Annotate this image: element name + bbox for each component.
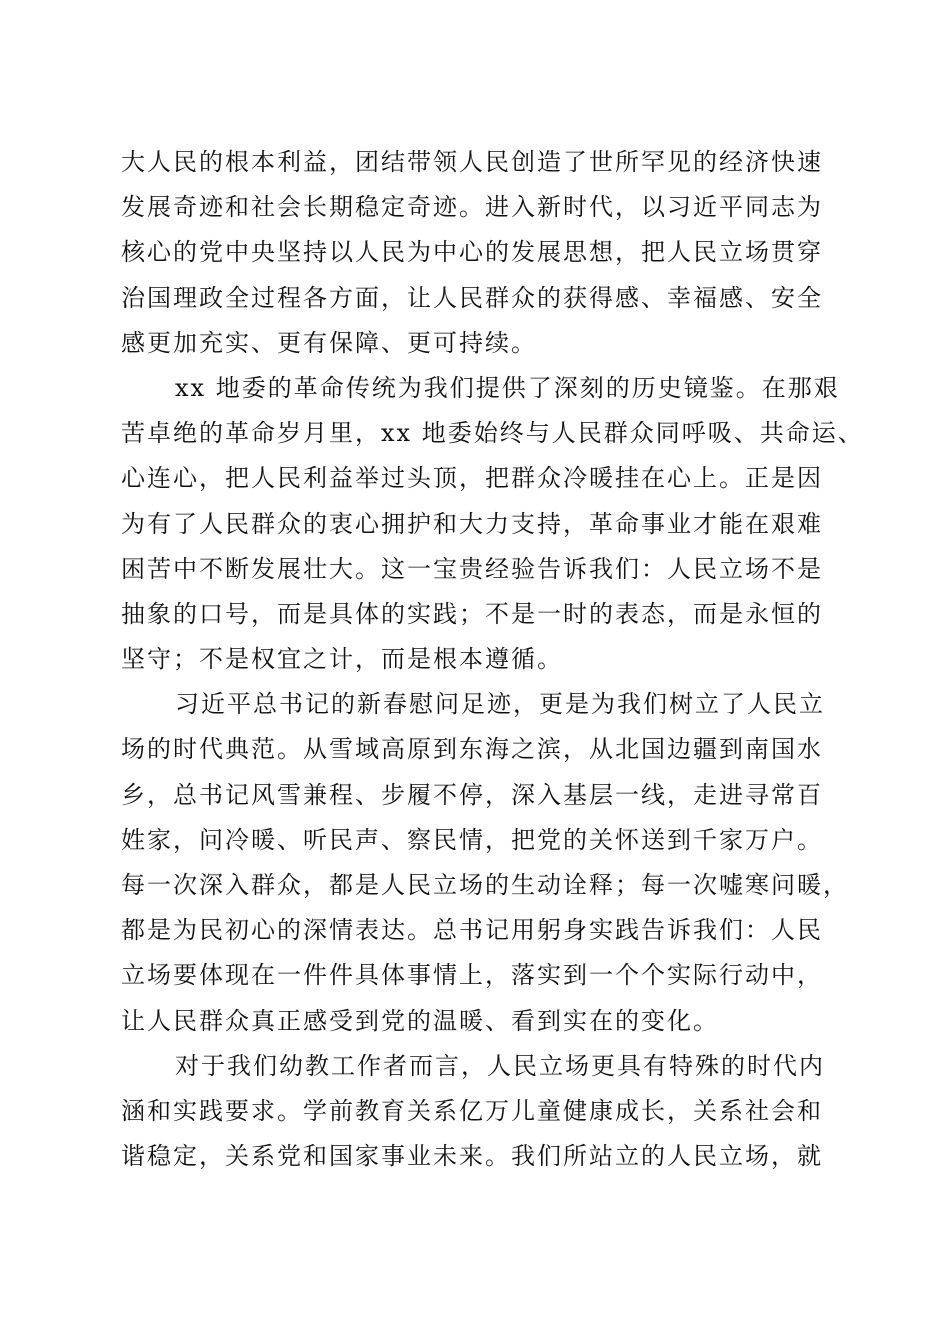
paragraph-3 [121, 682, 849, 1044]
text-line: 涵和实践要求。学前教育关系亿万儿童健康成长，关系社会和 [121, 1096, 823, 1125]
text-line: 对于我们幼教工作者而言，人民立场更具有特殊的时代内 [175, 1051, 825, 1080]
text-line: 感更加充实、更有保障、更可持续。 [121, 328, 537, 357]
paragraph-2 [121, 366, 864, 682]
text-line: 姓家，问冷暖、听民声、察民情，把党的关怀送到千家万户。 [121, 825, 823, 854]
text-line: 为有了人民群众的衷心拥护和大力支持，革命事业才能在艰难 [121, 509, 823, 538]
text-line: 治国理政全过程各方面，让人民群众的获得感、幸福感、安全 [121, 283, 823, 312]
text-line: 场的时代典范。从雪域高原到东海之滨，从北国边疆到南国水 [121, 735, 823, 764]
text-line: 乡，总书记风雪兼程、步履不停，深入基层一线，走进寻常百 [121, 780, 823, 809]
text-line: 谐稳定，关系党和国家事业未来。我们所站立的人民立场，就 [121, 1142, 823, 1171]
text-line: xx 地委的革命传统为我们提供了深刻的历史镜鉴。在那艰 [175, 373, 840, 402]
text-line: 让人民群众真正感受到党的温暖、看到实在的变化。 [121, 1006, 719, 1035]
text-line: 立场要体现在一件件具体事情上，落实到一个个实际行动中， [121, 961, 823, 990]
text-line: 抽象的口号，而是具体的实践；不是一时的表态，而是永恒的 [121, 599, 823, 628]
text-line: 习近平总书记的新春慰问足迹，更是为我们树立了人民立 [175, 690, 825, 719]
paragraph-4 [121, 1044, 831, 1180]
text-line: 大人民的根本利益，团结带领人民创造了世所罕见的经济快速 [121, 148, 823, 176]
text-line: 每一次深入群众，都是人民立场的生动诠释；每一次嘘寒问暖， [121, 871, 849, 899]
text-line: 核心的党中央坚持以人民为中心的发展思想，把人民立场贯穿 [121, 238, 823, 267]
text-line: 困苦中不断发展壮大。这一宝贵经验告诉我们：人民立场不是 [121, 554, 823, 583]
text-line: 心连心，把人民利益举过头顶，把群众冷暖挂在心上。正是因 [121, 464, 823, 493]
text-line: 苦卓绝的革命岁月里，xx 地委始终与人民群众同呼吸、共命运、 [121, 419, 864, 448]
text-line: 发展奇迹和社会长期稳定奇迹。进入新时代，以习近平同志为 [121, 193, 823, 222]
text-line: 坚守；不是权宜之计，而是根本遵循。 [121, 645, 563, 674]
paragraph-1 [121, 140, 831, 366]
body-text [121, 140, 864, 1179]
text-line: 都是为民初心的深情表达。总书记用躬身实践告诉我们：人民 [121, 916, 823, 945]
